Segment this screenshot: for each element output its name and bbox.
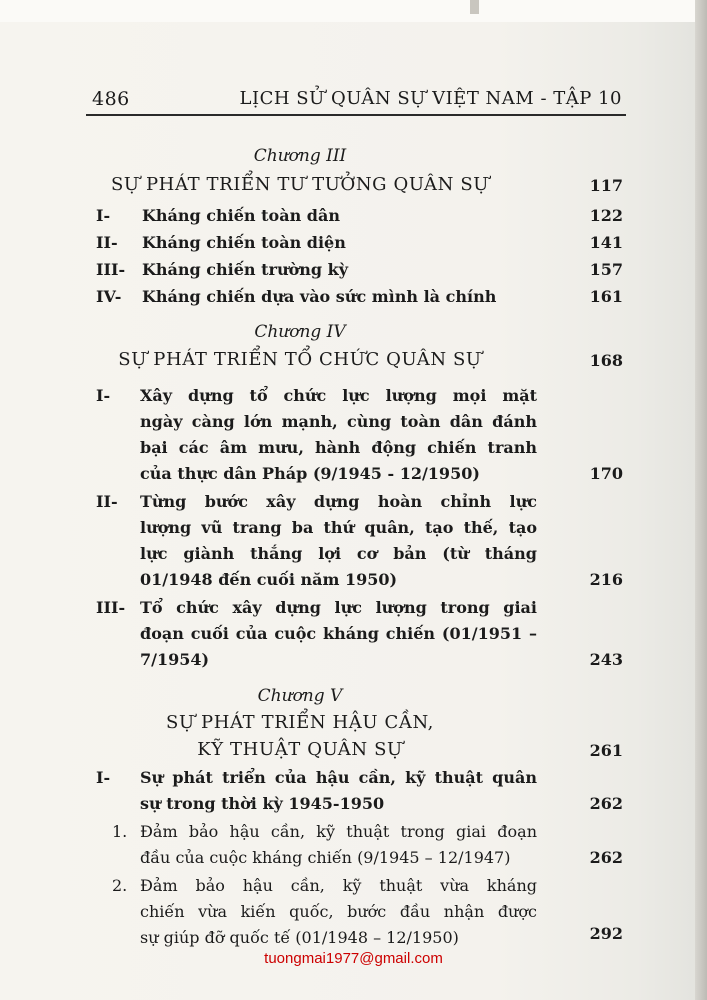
toc-num: III- <box>96 598 126 617</box>
toc-text-line: 7/1954) <box>140 650 210 669</box>
toc-page: 161 <box>589 287 623 306</box>
chapter-5-page: 261 <box>589 741 623 760</box>
toc-text-line: sự giúp đỡ quốc tế (01/1948 – 12/1950) <box>140 928 459 947</box>
running-title: LỊCH SỬ QUÂN SỰ VIỆT NAM - TẬP 10 <box>239 88 622 109</box>
toc-num: IV- <box>96 287 122 306</box>
chapter-3-title: SỰ PHÁT TRIỂN TƯ TƯỞNG QUÂN SỰ <box>110 174 490 195</box>
chapter-5-label: Chương V <box>257 686 343 706</box>
toc-text: Kháng chiến toàn dân <box>142 206 340 225</box>
toc-text-line: chiến vừa kiến quốc, bước đầu nhận được <box>140 902 537 921</box>
toc-text: Kháng chiến trường kỳ <box>142 260 349 279</box>
toc-text-line: Từng bước xây dựng hoàn chỉnh lực <box>140 492 537 511</box>
watermark-email: tuongmai1977@gmail.com <box>264 950 443 967</box>
toc-text-line: Xây dựng tổ chức lực lượng mọi mặt <box>140 386 537 405</box>
toc-page: 216 <box>589 570 623 589</box>
toc-text-line: lực giành thắng lợi cơ bản (từ tháng <box>140 544 537 563</box>
toc-text-line: Đảm bảo hậu cần, kỹ thuật vừa kháng <box>140 876 537 895</box>
toc-page: 122 <box>589 206 623 225</box>
toc-num: III- <box>96 260 126 279</box>
toc-num: 2. <box>112 876 128 895</box>
toc-text-line: đoạn cuối của cuộc kháng chiến (01/1951 – <box>140 624 537 643</box>
toc-text: Kháng chiến dựa vào sức mình là chính <box>142 287 497 306</box>
toc-page: 262 <box>589 794 623 813</box>
toc-page: 141 <box>589 233 623 252</box>
chapter-5-title-line: KỸ THUẬT QUÂN SỰ <box>197 739 403 760</box>
toc-page: 170 <box>589 464 623 483</box>
toc-num: I- <box>96 386 111 405</box>
chapter-3-label: Chương III <box>253 146 347 166</box>
toc-num: I- <box>96 206 111 225</box>
toc-text-line: ngày càng lớn mạnh, cùng toàn dân đánh <box>140 412 537 431</box>
toc-page: 243 <box>589 650 623 669</box>
page-edge <box>695 0 707 1000</box>
scan-mark <box>470 0 479 14</box>
toc-text-line: Đảm bảo hậu cần, kỹ thuật trong giai đoạn <box>140 822 537 841</box>
toc-text-line: Tổ chức xây dựng lực lượng trong giai <box>140 598 537 617</box>
toc-num: II- <box>96 233 118 252</box>
toc-page: 292 <box>589 924 623 943</box>
toc-text-line: Sự phát triển của hậu cần, kỹ thuật quân <box>140 768 537 787</box>
toc-text-line: bại các âm mưu, hành động chiến tranh <box>140 438 537 457</box>
chapter-4-title: SỰ PHÁT TRIỂN TỔ CHỨC QUÂN SỰ <box>118 349 482 370</box>
toc-page: 262 <box>589 848 623 867</box>
toc-text: Kháng chiến toàn diện <box>142 233 346 252</box>
toc-text-line: lượng vũ trang ba thứ quân, tạo thế, tạo <box>140 518 537 537</box>
toc-text-line: đầu của cuộc kháng chiến (9/1945 – 12/1947) <box>140 848 511 867</box>
toc-text-line: sự trong thời kỳ 1945-1950 <box>140 794 385 813</box>
toc-num: II- <box>96 492 118 511</box>
page-header <box>86 84 626 116</box>
toc-text-line: 01/1948 đến cuối năm 1950) <box>140 570 398 589</box>
chapter-4-page: 168 <box>589 351 623 370</box>
chapter-3-page: 117 <box>589 176 623 195</box>
toc-page: 157 <box>589 260 623 279</box>
top-margin <box>0 0 707 22</box>
toc-num: 1. <box>112 822 128 841</box>
toc-text-line: của thực dân Pháp (9/1945 - 12/1950) <box>140 464 480 483</box>
chapter-4-label: Chương IV <box>254 322 346 342</box>
page-number: 486 <box>92 88 130 110</box>
chapter-5-title-line: SỰ PHÁT TRIỂN HẬU CẦN, <box>166 712 434 733</box>
toc-num: I- <box>96 768 111 787</box>
